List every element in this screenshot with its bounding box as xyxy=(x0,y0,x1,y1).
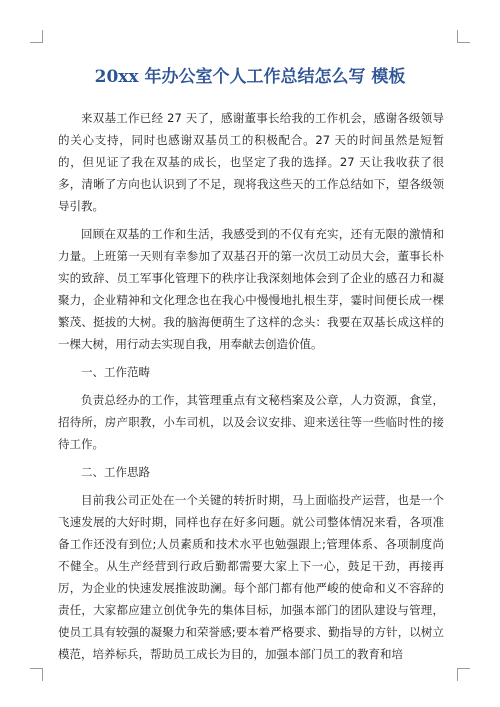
page-corner-mark-bottom-right xyxy=(457,668,470,681)
paragraph-intro: 来双基工作已经 27 天了，感谢董事长给我的工作机会，感谢各级领导的关心支持，同时也感谢双基员工的积极配合。27 天的时间虽然是短暂的，但见证了我在双基的成长，也坚定了我的选择。27 天让我收获了很多，清晰了方向也认识到了不足，现将我这些天的工作总结如下，望各级领导引教。 xyxy=(58,111,444,213)
page-corner-mark-top-right xyxy=(457,30,470,43)
page-corner-mark-bottom-left xyxy=(30,668,43,681)
paragraph-approach: 目前我公司正处在一个关键的转折时期，马上面临投产运营，也是一个飞速发展的大好时期，同样也存在好多问题。就公司整体情况来看，各项准备工作还没有到位;人员素质和技术水平也勉强跟上;管理体系、各项制度尚不健全。从生产经营到行政后勤都需要大家上下一心，鼓足干劲，再接再厉，为企业的快速发展推波助澜。每个部门都有他严峻的使命和义不容辞的责任，大家都应建立创优争先的集体目标，加强本部门的团队建设与管理，使员工具有较强的凝聚力和荣誉感;要本着严格要求、勤指导的方针，以树立模范，培养标兵，帮助员工成长为目的，加强本部门员工的教育和培 xyxy=(58,493,444,661)
paragraph-scope: 负责总经办的工作，其管理重点有文秘档案及公章，人力资源，食堂，招待所，房产职教，小车司机，以及会议安排、迎来送往等一些临时性的接待工作。 xyxy=(58,393,444,451)
document-title: 20xx 年办公室个人工作总结怎么写 模板 xyxy=(94,67,406,87)
paragraph-review: 回顾在双基的工作和生活，我感受到的不仅有充实，还有无限的激情和力量。上班第一天则有幸参加了双基召开的第一次员工动员大会，董事长朴实的致辞、员工军事化管理下的秩序让我深刻地体会到了企业的感召力和凝聚力，企业精神和文化理念也在我心中慢慢地扎根生芽，霎时间便长成一棵繁茂、挺拔的大树。我的脑海便萌生了这样的念头：我要在双基长成这样的一棵大树，用行动去实现自我，用奉献去创造价值。 xyxy=(58,227,444,351)
document-body xyxy=(58,107,444,671)
section-heading-approach: 二、工作思路 xyxy=(81,465,150,479)
page-corner-mark-top-left xyxy=(30,30,43,43)
section-heading-scope: 一、工作范畴 xyxy=(81,365,150,379)
